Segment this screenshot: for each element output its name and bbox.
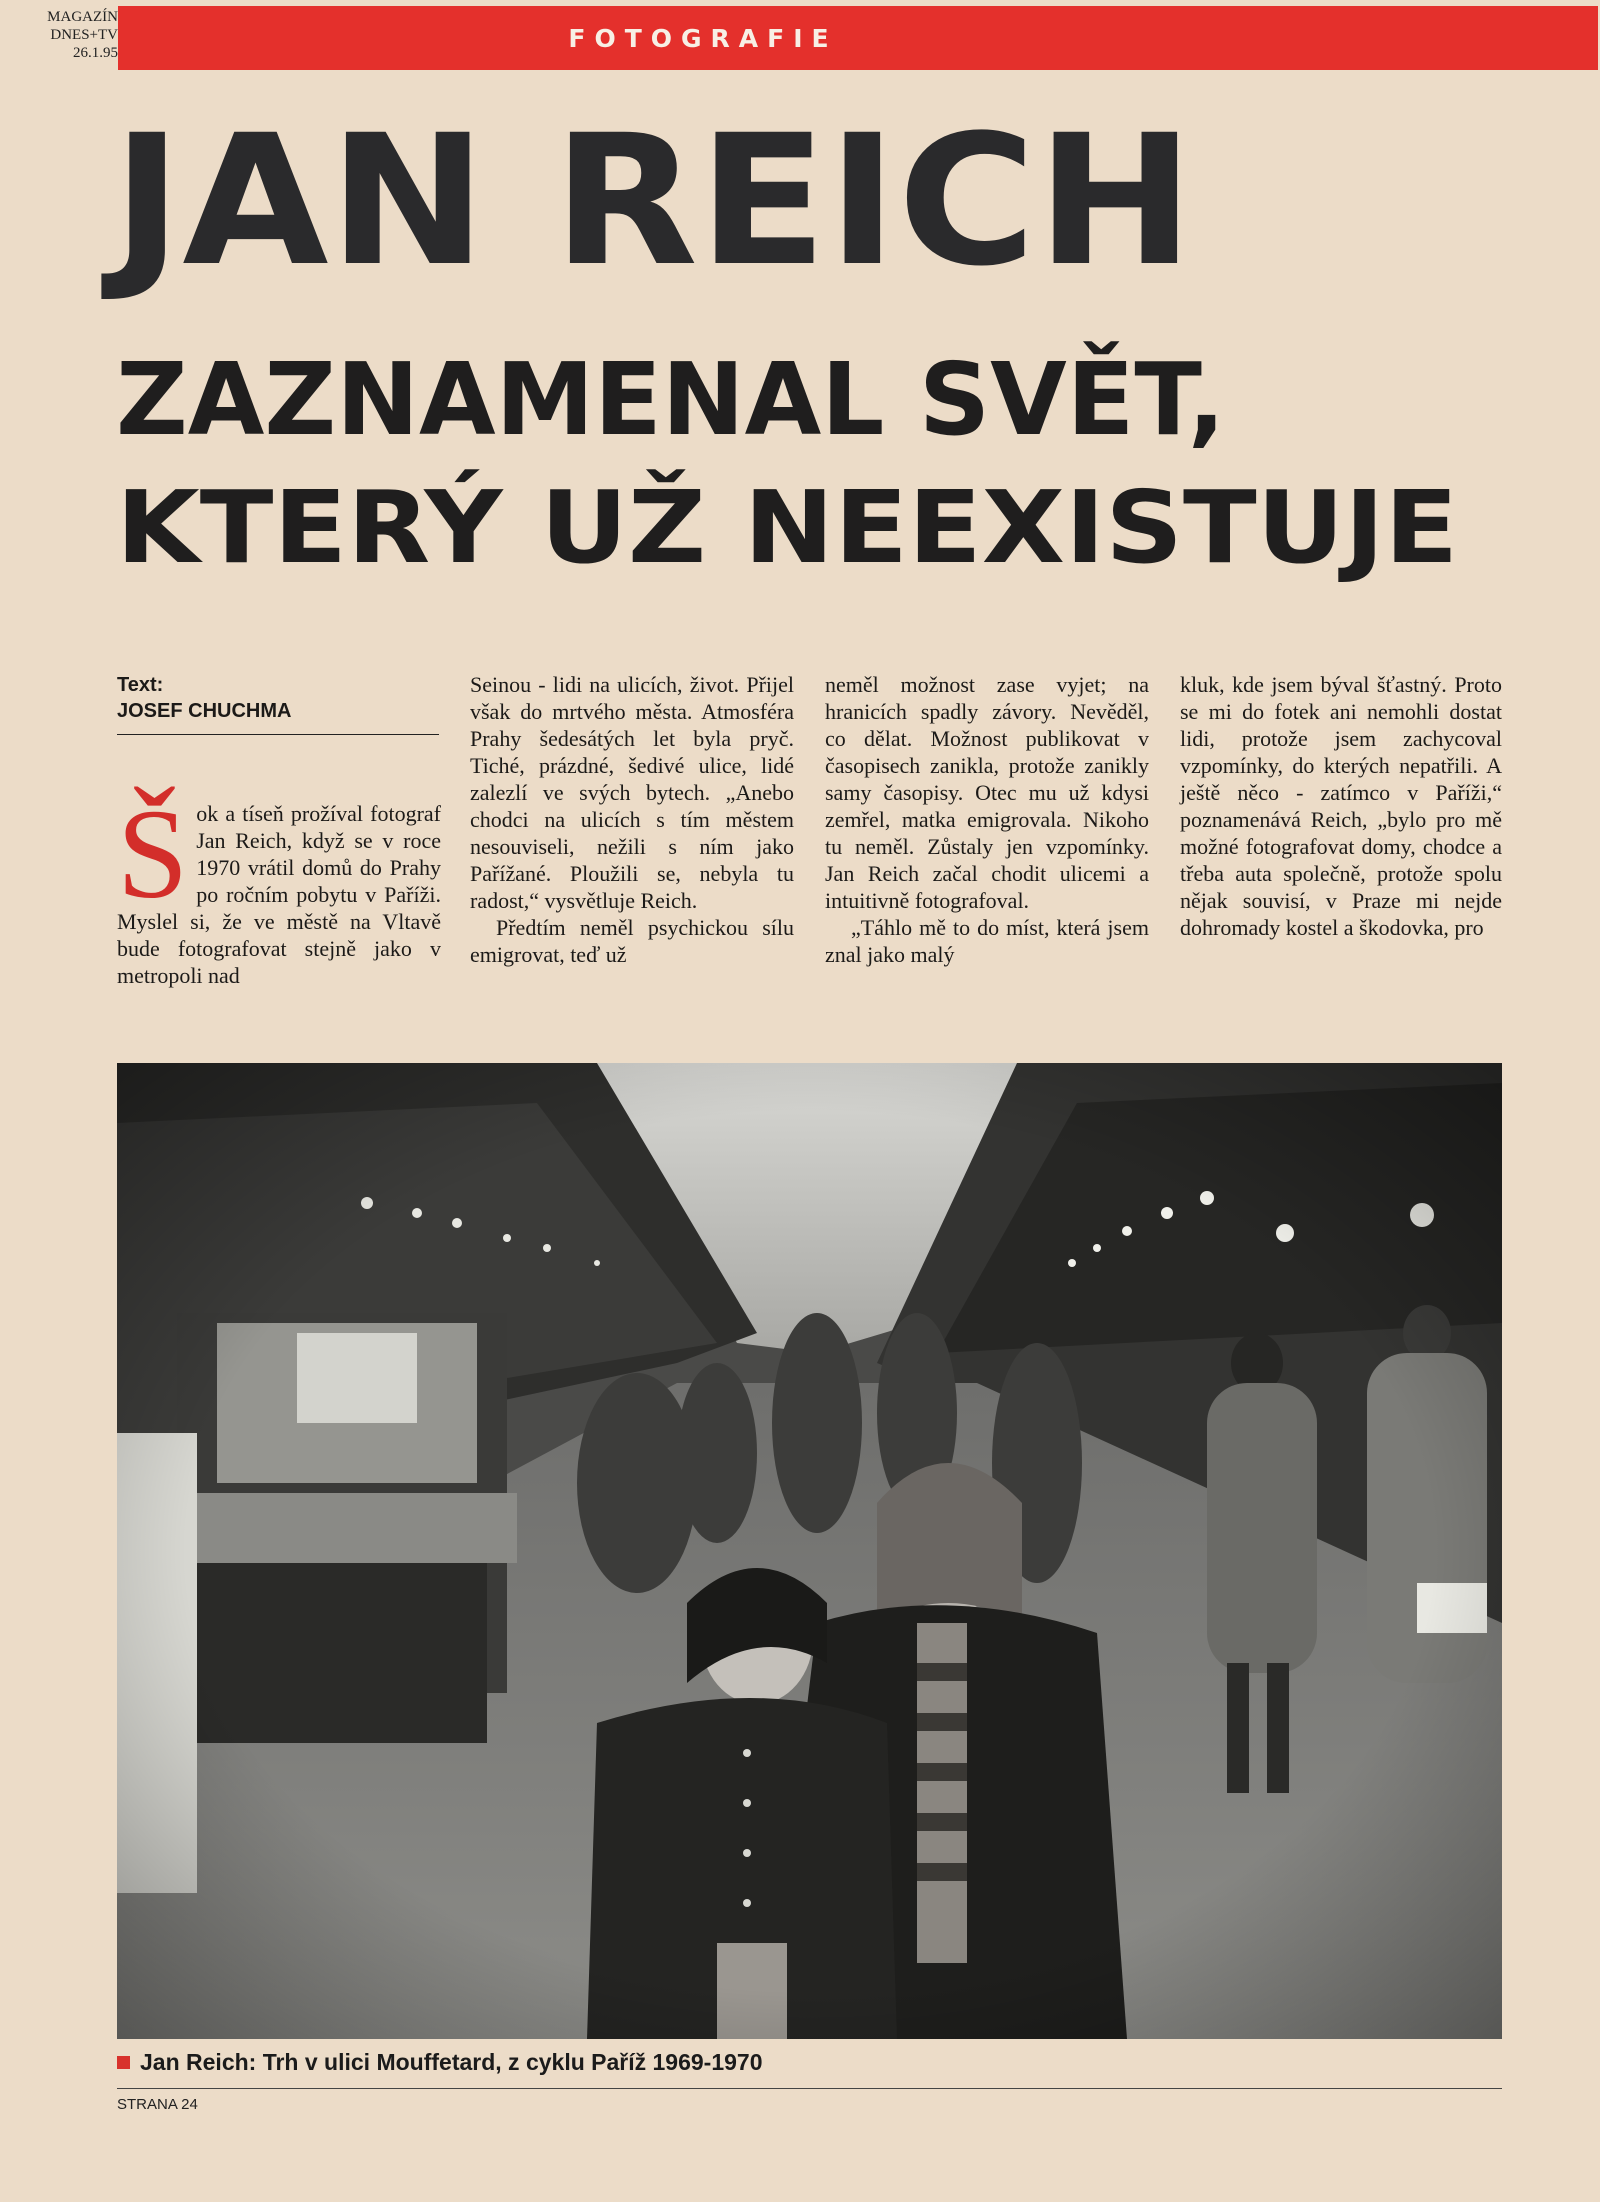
- section-title: FOTOGRAFIE: [568, 24, 838, 53]
- subheadline-line-2: KTERÝ UŽ NEEXISTUJE: [116, 469, 1459, 586]
- article-column-2: [470, 671, 794, 968]
- caption-text: Jan Reich: Trh v ulici Mouffetard, z cyklu Paříž 1969-1970: [140, 2049, 763, 2075]
- masthead: [28, 8, 118, 62]
- market-photo: [117, 1063, 1502, 2039]
- byline-label: Text:: [117, 674, 164, 696]
- article-text-1: ok a tíseň prožíval fotograf Jan Reich, když se v roce 1970 vrátil domů do Prahy po ročním pobytu v Paříži. Myslel si, že ve městě na Vltavě bude fotografovat stejně jako v metropoli nad: [117, 801, 441, 988]
- masthead-date: 26.1.95: [73, 45, 118, 61]
- article-column-3: [825, 671, 1149, 968]
- article-paragraph: neměl možnost zase vyjet; na hranicích spadly závory. Nevěděl, co dělat. Možnost publikovat v časopisech zanikla, protože zanikly samy časopisy. Otec mu už kdysi zemřel, matka emigrovala. Nikoho tu neměl. Zůstaly jen vzpomínky. Jan Reich začal chodit ulicemi a intuitivně fotografoval.: [825, 672, 1149, 913]
- headline: JAN REICH: [112, 97, 1195, 306]
- masthead-magazine: MAGAZÍN: [47, 9, 118, 25]
- footer-rule: [117, 2088, 1502, 2089]
- article-paragraph: Seinou - lidi na ulicích, život. Přijel však do mrtvého města. Atmosféra Prahy šedesátých let byla pryč. Tiché, prázdné, šedivé ulice, lidé zalezlí ve svých bytech. „Anebo chodci na ulicích s tím městem nesouviseli, nežili s ním jako Pařížané. Ploužili se, nebyla tu radost,“ vysvětluje Reich.: [470, 672, 794, 913]
- drop-cap: Š: [117, 783, 189, 925]
- photo-caption: [117, 2048, 763, 2076]
- article-paragraph: Předtím neměl psychickou sílu emigrovat, teď už: [470, 915, 794, 967]
- byline: [117, 672, 439, 735]
- subheadline-line-1: ZAZNAMENAL SVĚT,: [116, 341, 1226, 458]
- article-column-1: [117, 783, 441, 989]
- byline-author: JOSEF CHUCHMA: [117, 700, 292, 722]
- masthead-publication: DNES+TV: [50, 27, 118, 43]
- article-column-4: [1180, 671, 1502, 941]
- section-bar: [118, 6, 1598, 70]
- article-paragraph: „Táhlo mě to do míst, která jsem znal jako malý: [825, 915, 1149, 967]
- caption-bullet-square: [117, 2056, 130, 2069]
- page-number: STRANA 24: [117, 2096, 198, 2113]
- article-paragraph: kluk, kde jsem býval šťastný. Proto se mi do fotek ani nemohli dostat lidi, protože jsem zachycoval vzpomínky, do kterých nepatřili. A ještě něco - zatímco v Paříži,“ poznamenává Reich, „bylo pro mě možné fotografovat domy, chodce a třeba auta společně, protože spolu nějak souvisí, v Praze mi nejde dohromady kostel a škodovka, pro: [1180, 672, 1502, 940]
